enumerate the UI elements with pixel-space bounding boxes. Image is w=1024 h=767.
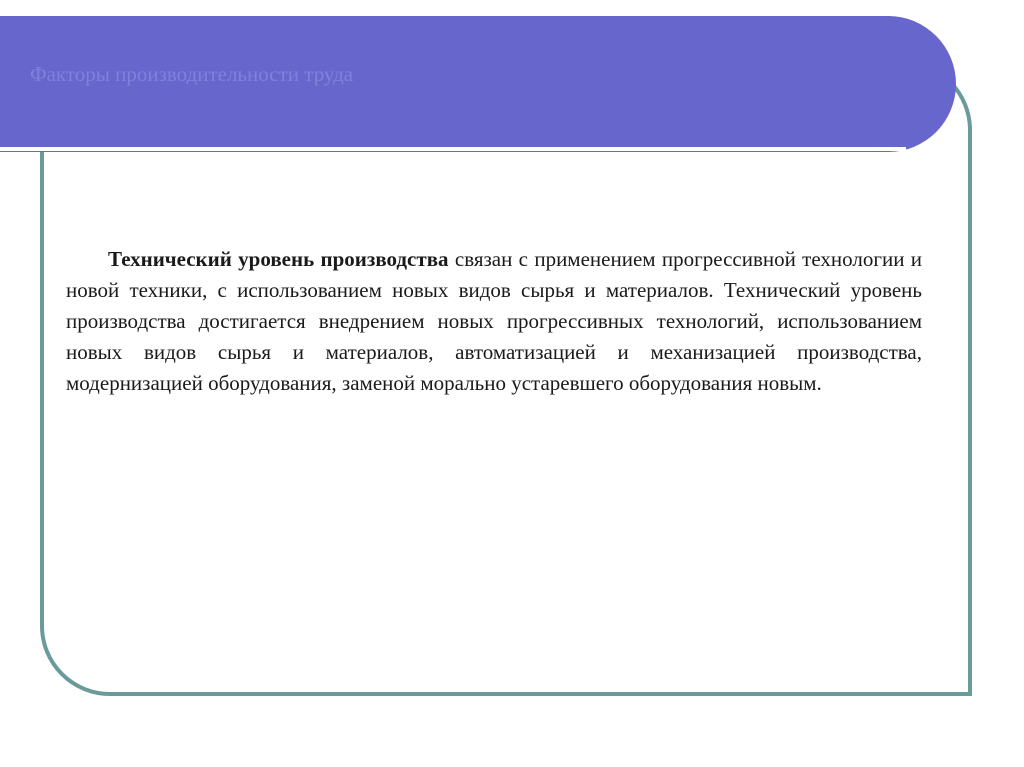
paragraph-body: связан с применением прогрессивной технологии и новой техники, с использованием новых видов сырья и материалов. Технический уровень производства достигается внедрением новых прогрессивных технологий, использованием новых видов сырья и материалов, автоматизацией и механизацией производства, модернизацией оборудования, заменой морально устаревшего оборудования новым. [66, 247, 922, 395]
title-underline [0, 147, 906, 151]
slide-title: Факторы производительности труда [30, 62, 354, 86]
body-paragraph [66, 244, 922, 399]
paragraph-bold-lead: Технический уровень производства [108, 247, 449, 271]
